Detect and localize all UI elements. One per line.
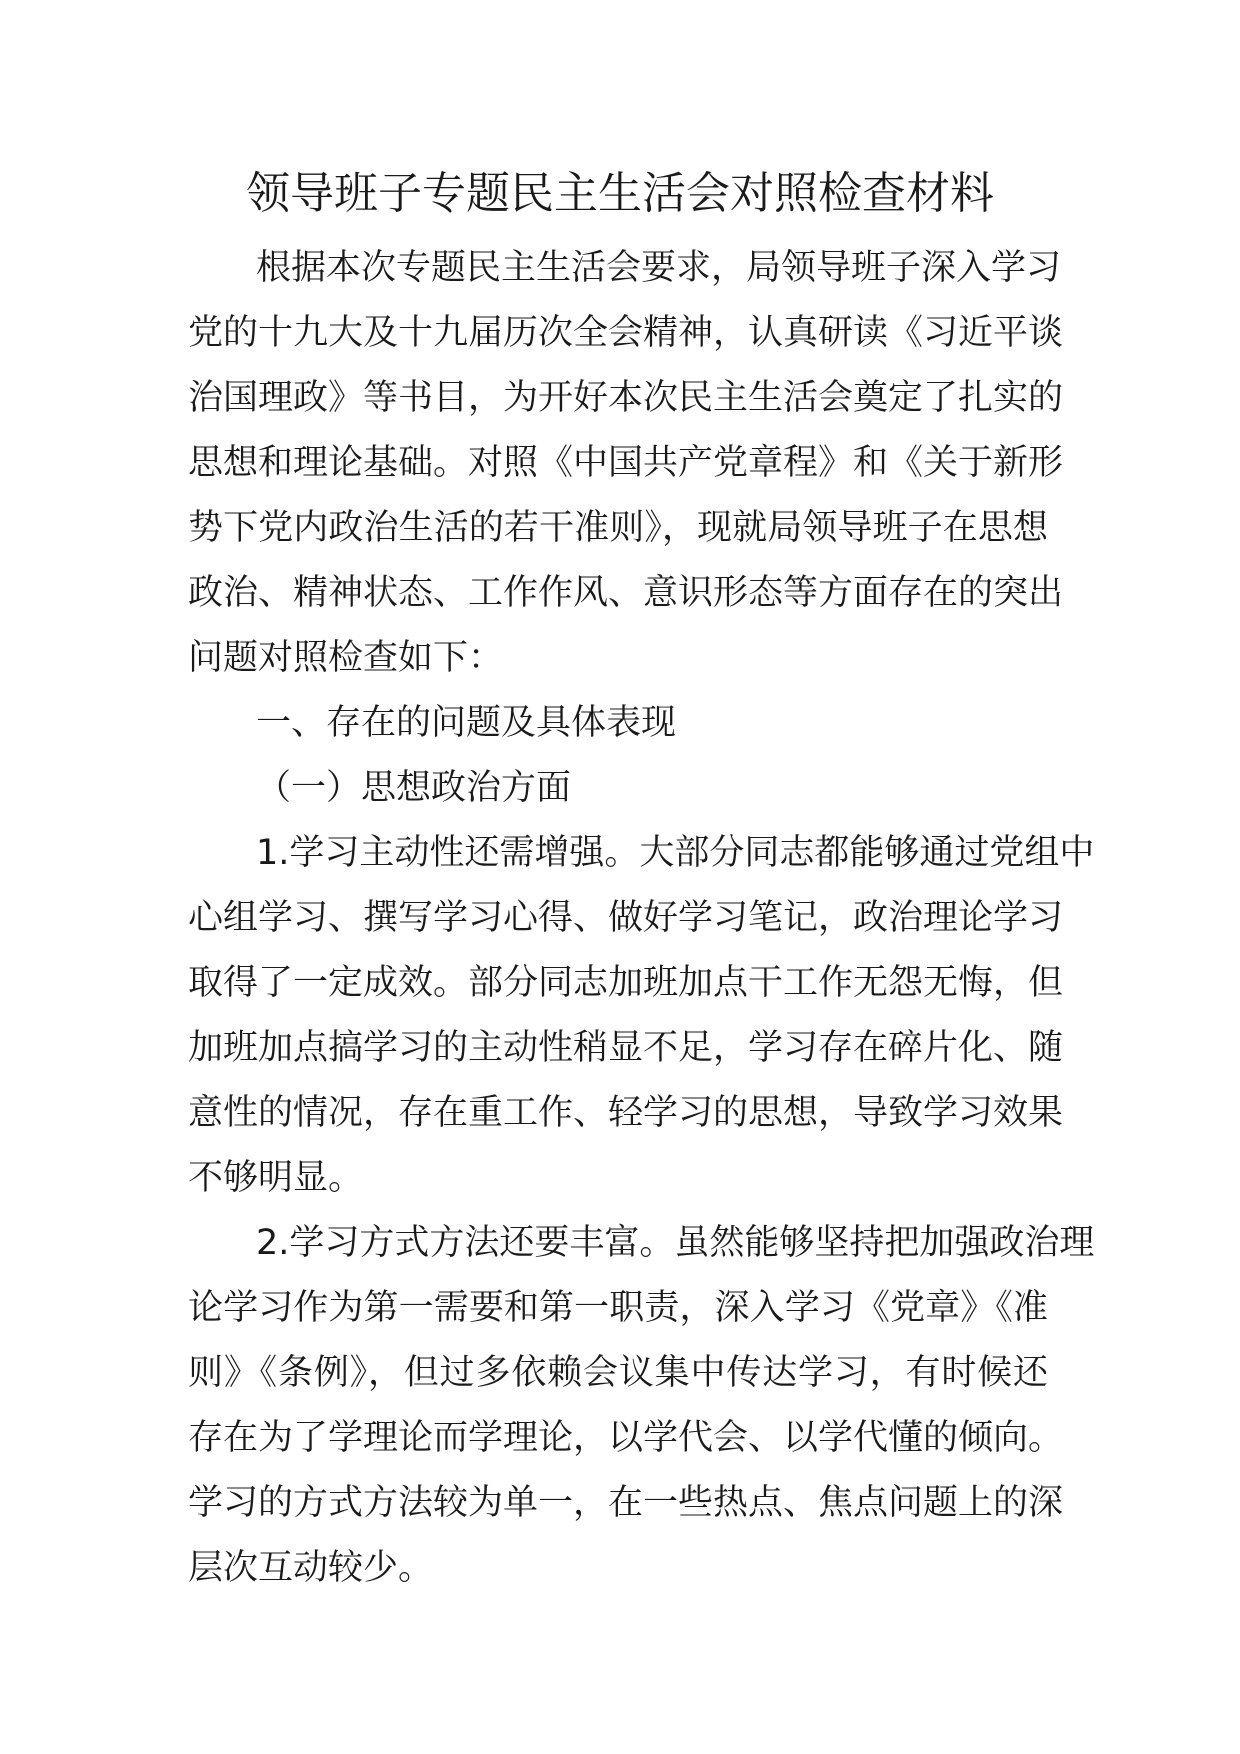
item-2-line-6: 层次互动较少。 — [188, 1548, 434, 1588]
item-2-line-3: 则》《条例》，但过多依赖会议集中传达学习，有时候还 — [188, 1353, 1048, 1393]
section-heading-1: 一、存在的问题及具体表现 — [256, 703, 677, 743]
item-2-line-2: 论学习作为第一需要和第一职责，深入学习《党章》《准 — [188, 1288, 1048, 1328]
paragraph-1-line-3: 治国理政》等书目，为开好本次民主生活会奠定了扎实的 — [188, 378, 1064, 418]
document-body — [188, 236, 1095, 1601]
item-1-line-3: 取得了一定成效。部分同志加班加点干工作无怨无悔，但 — [188, 963, 1064, 1003]
item-1-line-5: 意性的情况，存在重工作、轻学习的思想，导致学习效果 — [188, 1093, 1064, 1133]
paragraph-1-line-1: 根据本次专题民主生活会要求，局领导班子深入学习 — [256, 248, 1062, 288]
item-1-line-6: 不够明显。 — [188, 1158, 364, 1198]
item-2-line-4: 存在为了学理论而学理论，以学代会、以学代懂的倾向。 — [188, 1418, 1064, 1458]
subsection-heading-1: （一）思想政治方面 — [256, 768, 572, 808]
item-1-line-4: 加班加点搞学习的主动性稍显不足，学习存在碎片化、随 — [188, 1028, 1064, 1068]
paragraph-1-line-4: 思想和理论基础。对照《中国共产党章程》和《关于新形 — [188, 443, 1064, 483]
item-2-line-1: 2.学习方式方法还要丰富。虽然能够坚持把加强政治理 — [256, 1223, 1095, 1263]
paragraph-1-line-7: 问题对照检查如下： — [188, 638, 504, 678]
paragraph-1-line-5: 势下党内政治生活的若干准则》，现就局领导班子在思想 — [188, 508, 1048, 548]
item-1-line-2: 心组学习、撰写学习心得、做好学习笔记，政治理论学习 — [188, 898, 1064, 938]
paragraph-1-line-2: 党的十九大及十九届历次全会精神，认真研读《习近平谈 — [188, 313, 1064, 353]
item-1-line-1: 1.学习主动性还需增强。大部分同志都能够通过党组中 — [256, 833, 1095, 873]
paragraph-1-line-6: 政治、精神状态、工作作风、意识形态等方面存在的突出 — [188, 573, 1064, 613]
item-2-line-5: 学习的方式方法较为单一，在一些热点、焦点问题上的深 — [188, 1483, 1064, 1523]
document-title: 领导班子专题民主生活会对照检查材料 — [246, 168, 994, 219]
